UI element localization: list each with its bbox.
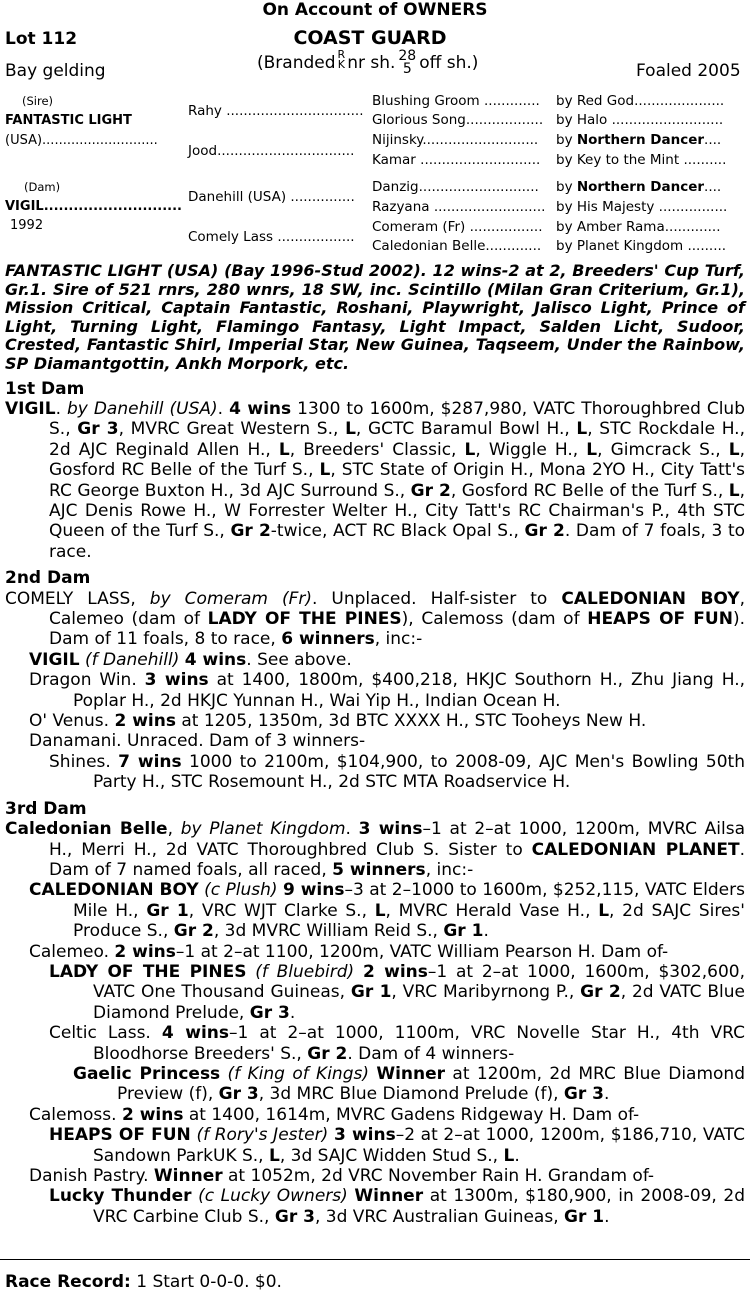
sire-summary: FANTASTIC LIGHT (USA) (Bay 1996-Stud 2002). 12 wins-2 at 2, Breeders' Cup Turf, Gr.1. Sire of 521 rnrs, 280 wnrs, 18 SW, inc. Scintillo (Milan Gran Criterium, Gr.1), Mission Critical, Captain Fantastic, Roshani, Playwright, Jalisco Light, Prince of Light, Turning Light, Flamingo Fantasy, Light Impact, Salden Licht, Sudoor, Crested, Fantastic Shirl, Imperial Star, New Guinea, Taqseem, Under the Rainbow, SP Diamantgottin, Ankh Morpork, etc.	[5, 261, 745, 373]
ggs-4-by: by Key to the Mint ..........	[556, 152, 727, 168]
sire-name: FANTASTIC LIGHT	[5, 113, 132, 128]
ggs-1: Blushing Groom .............	[372, 93, 540, 109]
produce-lucky-thunder: Lucky Thunder (c Lucky Owners) Winner at 1300m, $180,900, in 2008-09, 2d VRC Carbine Club S., Gr 3, 3d VRC Australian Guineas, Gr 1.	[49, 1186, 746, 1227]
brand-prefix: (Branded	[257, 53, 336, 73]
produce-lady-of-the-pines: LADY OF THE PINES (f Bluebird) 2 wins–1 at 2–at 1000, 1600m, $302,600, VATC One Thousand Guineas, Gr 1, VRC Maribyrnong P., Gr 2, 2d VATC Blue Diamond Prelude, Gr 3.	[49, 961, 746, 1023]
dam-name: VIGIL............................	[5, 199, 182, 214]
foaled: Foaled 2005	[636, 61, 741, 81]
ggs-8-by: by Planet Kingdom .........	[556, 238, 727, 254]
brand-mid: nr sh.	[347, 53, 396, 73]
ggs-6: Razyana ..........................	[372, 199, 546, 215]
grandsire-2: Jood................................	[188, 143, 355, 159]
produce-danamani: Danamani. Unraced. Dam of 3 winners-	[29, 731, 366, 752]
produce-calemoss: Calemoss. 2 wins at 1400, 1614m, MVRC Gadens Ridgeway H. Dam of-	[29, 1104, 640, 1125]
consignor: On Account of OWNERS	[262, 0, 488, 20]
brand-suffix: off sh.)	[419, 53, 479, 73]
dam-label: (Dam)	[24, 180, 61, 194]
ggs-7-by: by Amber Rama.............	[556, 219, 721, 235]
first-dam-entry: VIGIL. by Danehill (USA). 4 wins 1300 to 1600m, $287,980, VATC Thoroughbred Club S., Gr 3, MVRC Great Western S., L, GCTC Baramul Bowl H., L, STC Rockdale H., 2d AJC Reginald Allen H., L, Breeders' Classic, L, Wiggle H., L, Gimcrack S., L, Gosford RC Belle of the Turf S., L, STC State of Origin H., Mona 2YO H., City Tatt's RC George Buxton H., 3d AJC Surround S., Gr 2, Gosford RC Belle of the Turf S., L, AJC Denis Rowe H., W Forrester Welter H., City Tatt's RC Chairman's P., 4th STC Queen of the Turf S., Gr 2-twice, ACT RC Black Opal S., Gr 2. Dam of 7 foals, 3 to race.	[5, 398, 746, 562]
ggs-3-by: by Northern Dancer....	[556, 132, 722, 148]
lot-number: Lot 112	[5, 29, 78, 49]
ggs-5-by: by Northern Dancer....	[556, 179, 722, 195]
color-sex: Bay gelding	[5, 61, 106, 81]
dam-year: 1992	[10, 218, 44, 233]
divider	[0, 1259, 750, 1260]
grandsire-3: Danehill (USA) ...............	[188, 189, 355, 205]
produce-gaelic-princess: Gaelic Princess (f King of Kings) Winner at 1200m, 2d MRC Blue Diamond Preview (f), Gr 3, 3d MRC Blue Diamond Prelude (f), Gr 3.	[73, 1063, 745, 1105]
produce-celtic-lass: Celtic Lass. 4 wins–1 at 2–at 1000, 1100m, VRC Novelle Star H., 4th VRC Bloodhorse Breeders' S., Gr 2. Dam of 4 winners-	[49, 1023, 745, 1064]
ggs-2-by: by Halo ..........................	[556, 112, 724, 128]
race-record: Race Record: 1 Start 0-0-0. $0.	[5, 1272, 282, 1292]
brand-mark: R K	[337, 48, 346, 71]
ggs-4: Kamar ............................	[372, 152, 541, 168]
grandsire-4: Comely Lass ..................	[188, 229, 355, 245]
produce-danish-pastry: Danish Pastry. Winner at 1052m, 2d VRC November Rain H. Grandam of-	[29, 1166, 655, 1186]
sire-label: (Sire)	[22, 94, 54, 108]
first-dam-heading: 1st Dam	[5, 378, 85, 399]
ggs-2: Glorious Song..................	[372, 112, 544, 128]
grandsire-1: Rahy ................................	[188, 103, 364, 119]
catalogue-body	[5, 262, 745, 1227]
sire-country: (USA)............................	[5, 133, 158, 148]
produce-o-venus: O' Venus. 2 wins at 1205, 1350m, 3d BTC XXXX H., STC Tooheys New H.	[29, 711, 647, 732]
ggs-1-by: by Red God.....................	[556, 93, 725, 109]
second-dam-entry: COMELY LASS, by Comeram (Fr). Unplaced. Half-sister to CALEDONIAN BOY, Calemeo (dam of LADY OF THE PINES), Calemoss (dam of HEAPS OF FUN). Dam of 11 foals, 8 to race, 6 winners, inc:-	[5, 588, 745, 650]
produce-shines: Shines. 7 wins 1000 to 2100m, $104,900, to 2008-09, AJC Men's Bowling 50th Party H., STC Rosemount H., 2d STC MTA Roadservice H.	[49, 751, 745, 793]
brand	[257, 50, 478, 76]
third-dam-heading: 3rd Dam	[5, 798, 87, 819]
produce-vigil: VIGIL (f Danehill) 4 wins. See above.	[29, 649, 352, 670]
ggs-5: Danzig............................	[372, 179, 539, 195]
produce-dragon-win: Dragon Win. 3 wins at 1400, 1800m, $400,218, HKJC Southorn H., Zhu Jiang H., Poplar H., 2d HKJC Yunnan H., Wai Yip H., Indian Ocean H.	[29, 670, 746, 711]
produce-caledonian-boy: CALEDONIAN BOY (c Plush) 9 wins–3 at 2–1000 to 1600m, $252,115, VATC Elders Mile H., Gr 1, VRC WJT Clarke S., L, MVRC Herald Vase H., L, 2d SAJC Sires' Produce S., Gr 2, 3d MVRC William Reid S., Gr 1.	[29, 880, 745, 942]
ggs-7: Comeram (Fr) .................	[372, 219, 543, 235]
second-dam-heading: 2nd Dam	[5, 568, 91, 589]
ggs-3: Nijinsky...........................	[372, 132, 539, 148]
brand-number: 28 5	[398, 48, 417, 77]
horse-name: COAST GUARD	[293, 27, 447, 49]
ggs-8: Caledonian Belle.............	[372, 238, 542, 254]
ggs-6-by: by His Majesty ................	[556, 199, 728, 215]
produce-heaps-of-fun: HEAPS OF FUN (f Rory's Jester) 3 wins–2 at 2–at 1000, 1200m, $186,710, VATC Sandown ParkUK S., L, 3d SAJC Widden Stud S., L.	[49, 1125, 746, 1166]
produce-calemeo: Calemeo. 2 wins–1 at 2–at 1100, 1200m, VATC William Pearson H. Dam of-	[29, 941, 669, 962]
third-dam-entry: Caledonian Belle, by Planet Kingdom. 3 wins–1 at 2–at 1000, 1200m, MVRC Ailsa H., Merri H., 2d VATC Thoroughbred Club S. Sister to CALEDONIAN PLANET. Dam of 7 named foals, all raced, 5 winners, inc:-	[5, 819, 746, 880]
